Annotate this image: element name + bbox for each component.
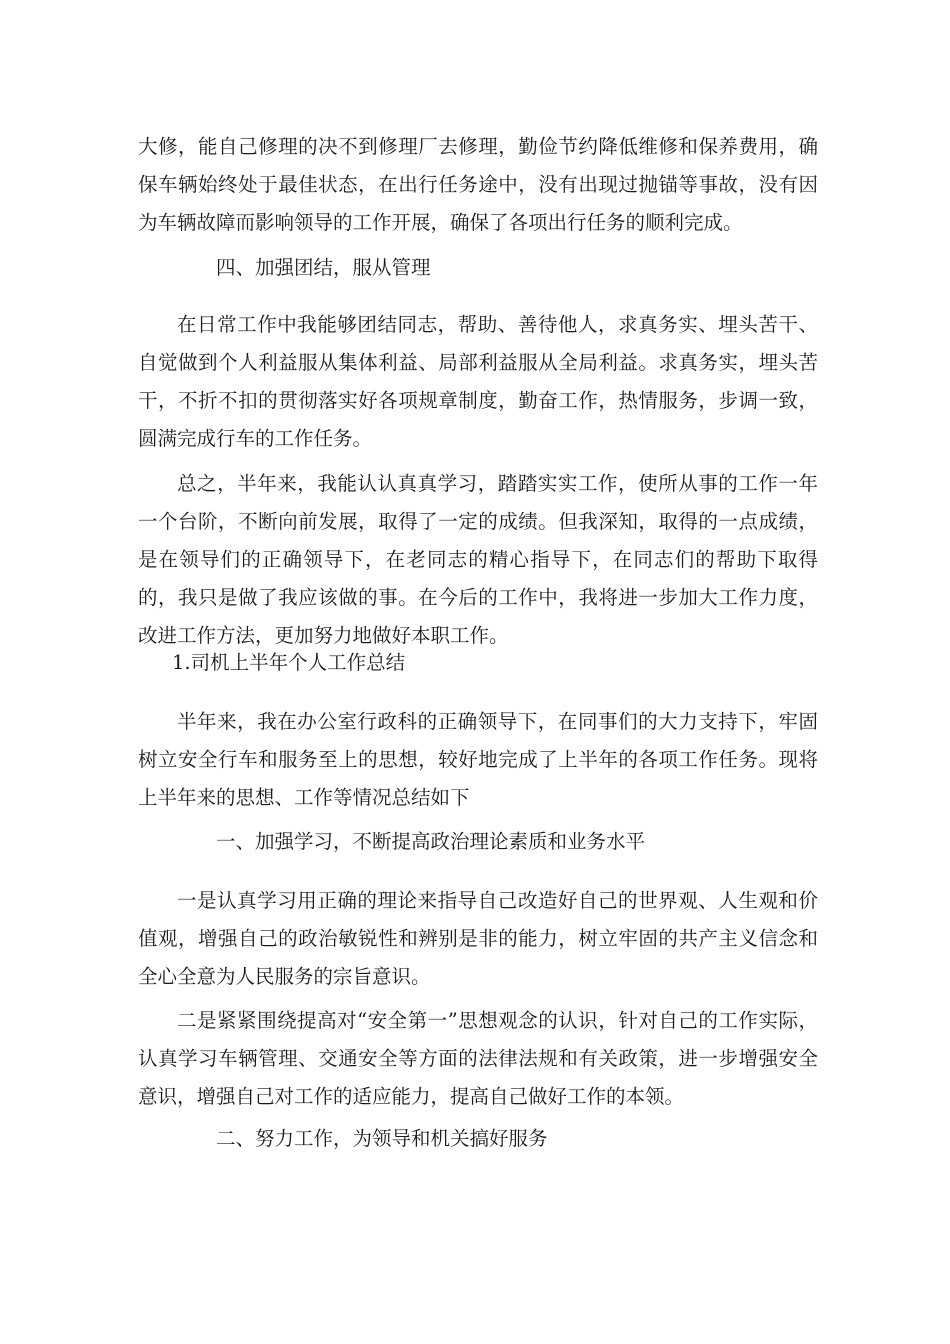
heading-work-hard-service: 二、努力工作，为领导和机关搞好服务 — [216, 1127, 548, 1150]
heading-driver-work-summary: 1.司机上半年个人工作总结 — [172, 651, 406, 674]
paragraph-vehicle-maintenance: 大修，能自己修理的决不到修理厂去修理，勤俭节约降低维修和保养费用，确保车辆始终处于最佳状态，在出行任务途中，没有出现过抛锚等事故，没有因为车辆故障而影响领导的工作开展，确保了各项出行任务的顺利完成。 — [138, 135, 818, 234]
paragraph-unity: 在日常工作中我能够团结同志，帮助、善待他人，求真务实、埋头苦干、自觉做到个人利益服从集体利益、局部利益服从全局利益。求真务实，埋头苦干，不折不扣的贯彻落实好各项规章制度，勤奋工作，热情服务，步调一致，圆满完成行车的工作任务。 — [138, 313, 818, 450]
paragraph-intro: 半年来，我在办公室行政科的正确领导下，在同事们的大力支持下，牢固树立安全行车和服务至上的思想，较好地完成了上半年的各项工作任务。现将上半年来的思想、工作等情况总结如下 — [138, 710, 818, 809]
paragraph-summary: 总之，半年来，我能认认真真学习，踏踏实实工作，使所从事的工作一年一个台阶，不断向前发展，取得了一定的成绩。但我深知，取得的一点成绩，是在领导们的正确领导下，在老同志的精心指导下，在同志们的帮助下取得的，我只是做了我应该做的事。在今后的工作中，我将进一步加大工作力度，改进工作方法，更加努力地做好本职工作。 — [138, 472, 818, 647]
heading-unity-management: 四、加强团结，服从管理 — [216, 256, 431, 279]
paragraph-second-point: 二是紧紧围绕提高对“安全第一”思想观念的认识，针对自己的工作实际，认真学习车辆管理、交通安全等方面的法律法规和有关政策，进一步增强安全意识，增强自己对工作的适应能力，提高自己做好工作的本领。 — [138, 1009, 818, 1108]
paragraph-first-point: 一是认真学习用正确的理论来指导自己改造好自己的世界观、人生观和价值观，增强自己的政治敏锐性和辨别是非的能力，树立牢固的共产主义信念和全心全意为人民服务的宗旨意识。 — [138, 889, 818, 988]
heading-strengthen-study: 一、加强学习，不断提高政治理论素质和业务水平 — [216, 830, 646, 853]
